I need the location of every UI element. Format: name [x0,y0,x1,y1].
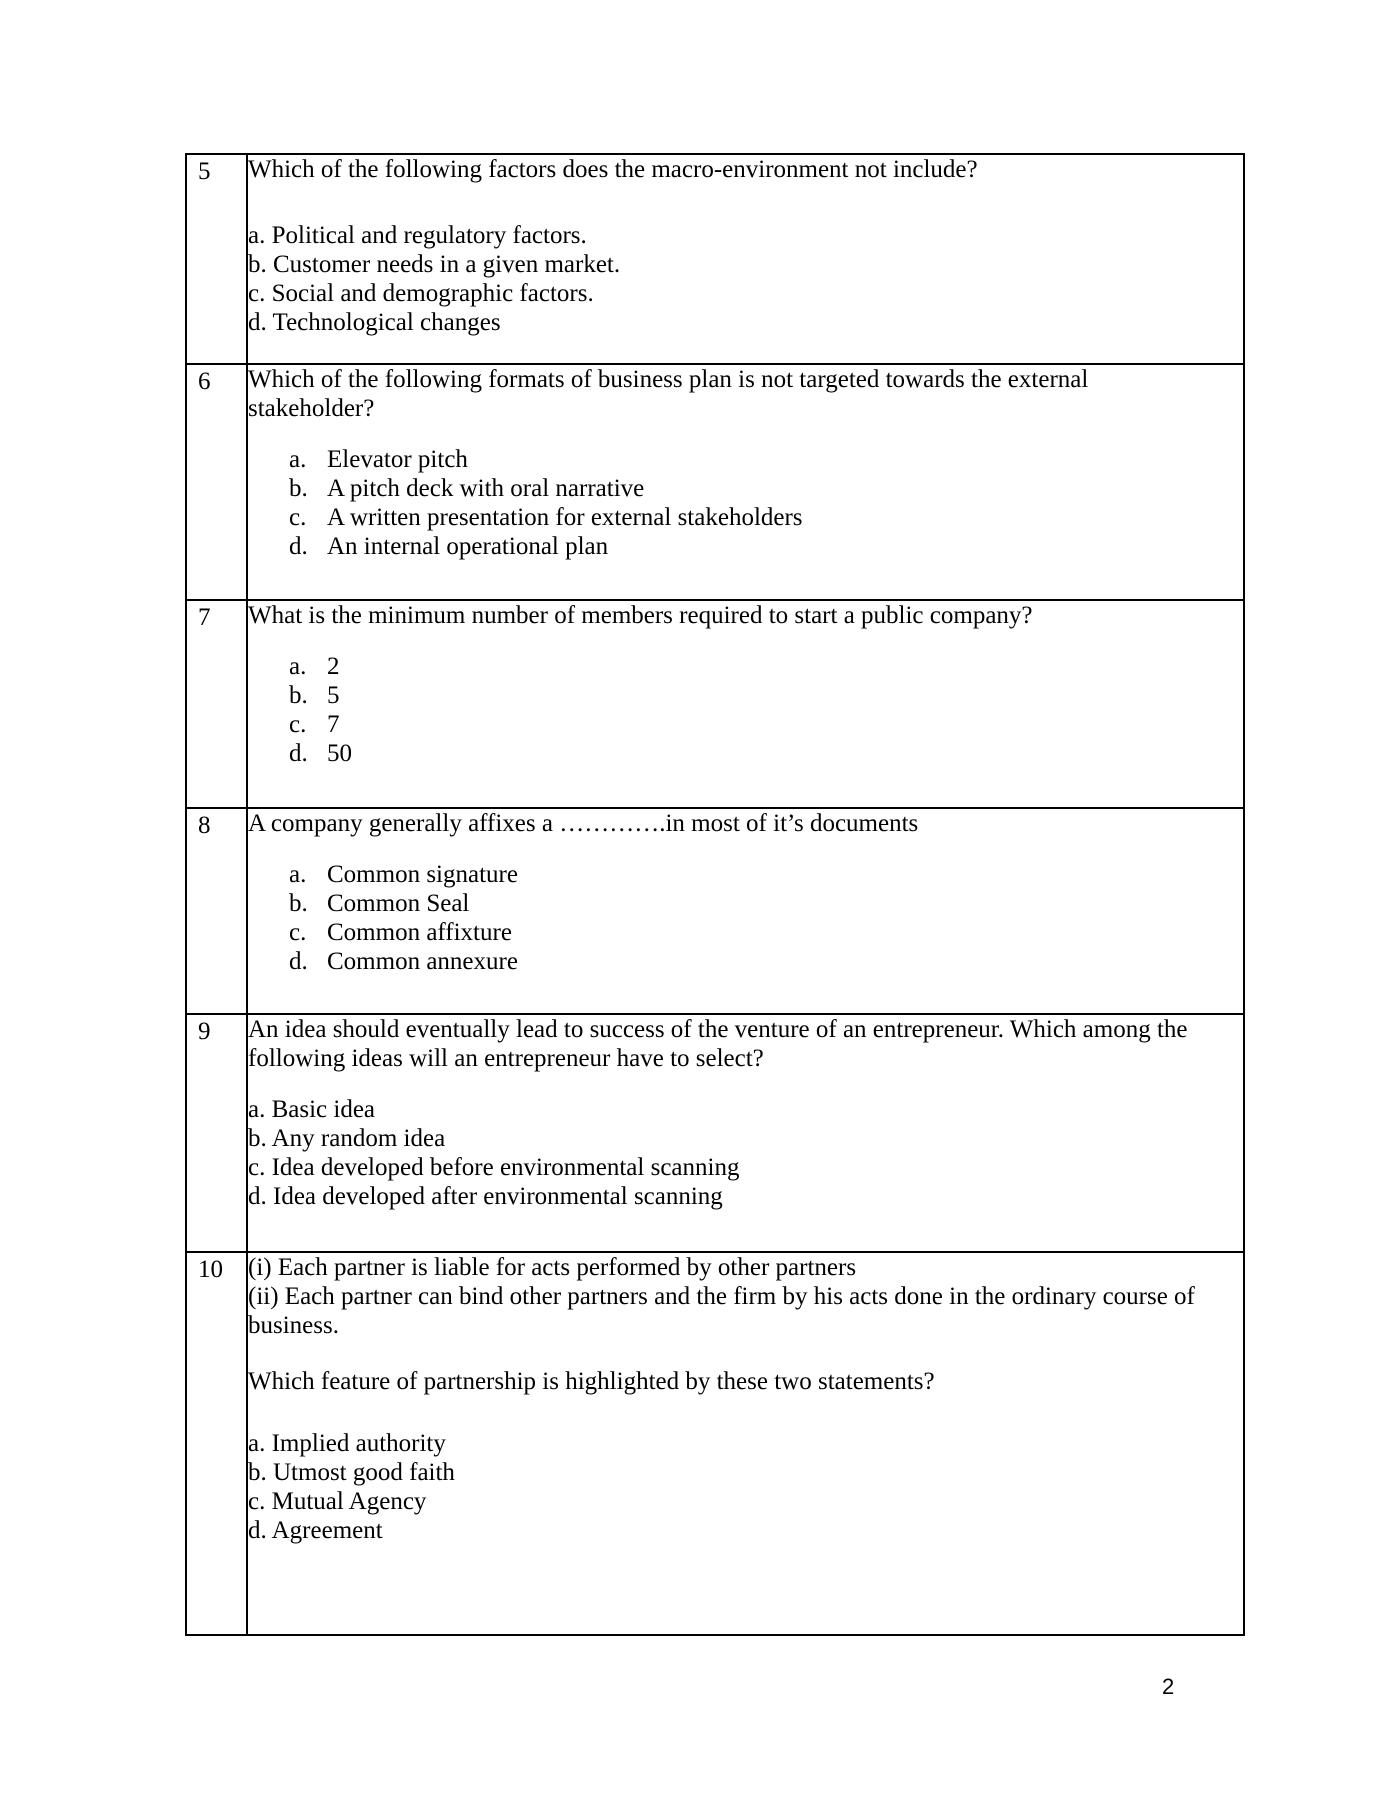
question-number: 7 [198,604,211,631]
option-c: c. Common affixture [289,919,512,946]
question-number-cell [186,364,247,600]
statement-ii: (ii) Each partner can bind other partners and the firm by his acts done in the ordinary course of [248,1283,1195,1310]
option-c: c. Idea developed before environmental scanning [248,1154,740,1181]
question-number-cell [186,154,247,364]
option-b: b. A pitch deck with oral narrative [289,475,645,502]
option-a: a. 2 [289,653,340,680]
question-number: 6 [198,368,211,395]
question-row [186,364,1244,600]
option-d: d. Common annexure [289,948,518,975]
option-a: a. Elevator pitch [289,446,468,473]
question-stem-line-2: stakeholder? [248,395,375,422]
question-body [247,1252,1244,1635]
question-number-cell [186,808,247,1014]
question-number-cell [186,1252,247,1635]
option-d: d. Agreement [248,1517,383,1544]
question-number: 9 [198,1018,211,1045]
question-stem-line-1: An idea should eventually lead to success of the venture of an entrepreneur. Which among the [248,1016,1188,1043]
question-body [247,364,1244,600]
question-row [186,1014,1244,1252]
option-b: b. Customer needs in a given market. [248,251,621,278]
question-row [186,808,1244,1014]
option-c: c. Social and demographic factors. [248,280,594,307]
question-body [247,600,1244,808]
option-d: d. An internal operational plan [289,533,609,560]
option-a: a. Common signature [289,861,518,888]
question-body [247,154,1244,364]
option-b: b. 5 [289,682,340,709]
option-a: a. Political and regulatory factors. [248,222,587,249]
question-stem: Which feature of partnership is highlighted by these two statements? [248,1368,935,1395]
question-body [247,1014,1244,1252]
question-table [185,153,1245,1636]
question-number-cell [186,600,247,808]
question-row [186,154,1244,364]
option-b: b. Common Seal [289,890,470,917]
question-row [186,1252,1244,1635]
question-stem: What is the minimum number of members required to start a public company? [248,602,1033,629]
option-b: b. Utmost good faith [248,1459,455,1486]
question-number-cell [186,1014,247,1252]
option-d: d. Idea developed after environmental scanning [248,1183,723,1210]
question-stem: Which of the following factors does the macro-environment not include? [248,156,978,183]
question-stem-line-2: following ideas will an entrepreneur have to select? [248,1045,764,1072]
option-a: a. Basic idea [248,1096,376,1123]
question-row [186,600,1244,808]
option-a: a. Implied authority [248,1430,446,1457]
option-list [248,445,1243,561]
option-c: c. 7 [289,711,340,738]
option-list [248,652,1243,768]
question-stem-line-1: Which of the following formats of business plan is not targeted towards the external [248,366,1089,393]
statement-ii-continued: business. [248,1312,339,1339]
question-stem: A company generally affixes a ………….in most of it’s documents [248,810,919,837]
statement-i: (i) Each partner is liable for acts performed by other partners [248,1254,857,1281]
question-number: 5 [198,158,211,185]
question-number: 10 [198,1256,223,1283]
option-d: d. Technological changes [248,309,501,336]
option-b: b. Any random idea [248,1125,446,1152]
option-list [248,860,1243,976]
option-c: c. Mutual Agency [248,1488,427,1515]
option-d: d. 50 [289,740,352,767]
page-number: 2 [1162,1674,1175,1699]
question-number: 8 [198,812,211,839]
question-body [247,808,1244,1014]
option-c: c. A written presentation for external stakeholders [289,504,803,531]
